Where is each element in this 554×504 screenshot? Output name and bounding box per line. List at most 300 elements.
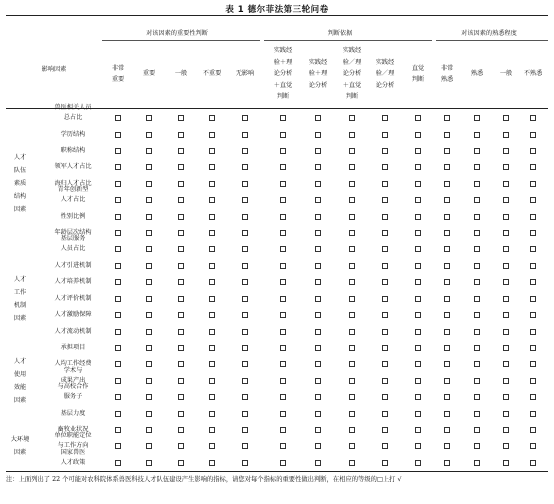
checkbox[interactable]: [280, 197, 286, 203]
checkbox[interactable]: [415, 460, 421, 466]
checkbox[interactable]: [242, 164, 248, 170]
checkbox[interactable]: [178, 230, 184, 236]
checkbox[interactable]: [115, 132, 121, 138]
checkbox[interactable]: [474, 427, 480, 433]
checkbox[interactable]: [415, 214, 421, 220]
checkbox[interactable]: [209, 263, 215, 269]
checkbox[interactable]: [115, 312, 121, 318]
checkbox[interactable]: [530, 148, 536, 154]
checkbox[interactable]: [315, 148, 321, 154]
checkbox[interactable]: [349, 164, 355, 170]
checkbox[interactable]: [209, 279, 215, 285]
checkbox[interactable]: [115, 148, 121, 154]
checkbox[interactable]: [503, 312, 509, 318]
checkbox[interactable]: [530, 329, 536, 335]
checkbox[interactable]: [178, 361, 184, 367]
checkbox[interactable]: [115, 263, 121, 269]
checkbox[interactable]: [242, 312, 248, 318]
checkbox[interactable]: [242, 197, 248, 203]
checkbox[interactable]: [444, 115, 450, 121]
checkbox[interactable]: [146, 460, 152, 466]
checkbox[interactable]: [242, 181, 248, 187]
checkbox[interactable]: [280, 296, 286, 302]
checkbox[interactable]: [444, 361, 450, 367]
checkbox[interactable]: [415, 329, 421, 335]
checkbox[interactable]: [530, 394, 536, 400]
checkbox[interactable]: [146, 378, 152, 384]
checkbox[interactable]: [146, 427, 152, 433]
checkbox[interactable]: [382, 164, 388, 170]
checkbox[interactable]: [530, 246, 536, 252]
checkbox[interactable]: [242, 279, 248, 285]
checkbox[interactable]: [503, 164, 509, 170]
checkbox[interactable]: [474, 329, 480, 335]
checkbox[interactable]: [115, 115, 121, 121]
checkbox[interactable]: [474, 197, 480, 203]
checkbox[interactable]: [315, 246, 321, 252]
checkbox[interactable]: [444, 263, 450, 269]
checkbox[interactable]: [349, 411, 355, 417]
checkbox[interactable]: [474, 263, 480, 269]
checkbox[interactable]: [474, 394, 480, 400]
checkbox[interactable]: [315, 378, 321, 384]
checkbox[interactable]: [209, 312, 215, 318]
checkbox[interactable]: [503, 246, 509, 252]
checkbox[interactable]: [349, 230, 355, 236]
checkbox[interactable]: [209, 132, 215, 138]
checkbox[interactable]: [146, 296, 152, 302]
checkbox[interactable]: [474, 246, 480, 252]
checkbox[interactable]: [280, 279, 286, 285]
checkbox[interactable]: [315, 427, 321, 433]
checkbox[interactable]: [178, 132, 184, 138]
checkbox[interactable]: [503, 197, 509, 203]
checkbox[interactable]: [280, 411, 286, 417]
checkbox[interactable]: [178, 164, 184, 170]
checkbox[interactable]: [349, 132, 355, 138]
checkbox[interactable]: [178, 197, 184, 203]
checkbox[interactable]: [280, 132, 286, 138]
checkbox[interactable]: [315, 230, 321, 236]
checkbox[interactable]: [530, 214, 536, 220]
checkbox[interactable]: [382, 279, 388, 285]
checkbox[interactable]: [349, 312, 355, 318]
checkbox[interactable]: [146, 148, 152, 154]
checkbox[interactable]: [530, 197, 536, 203]
checkbox[interactable]: [178, 460, 184, 466]
checkbox[interactable]: [382, 148, 388, 154]
checkbox[interactable]: [530, 164, 536, 170]
checkbox[interactable]: [503, 378, 509, 384]
checkbox[interactable]: [315, 345, 321, 351]
checkbox[interactable]: [503, 214, 509, 220]
checkbox[interactable]: [530, 411, 536, 417]
checkbox[interactable]: [444, 181, 450, 187]
checkbox[interactable]: [315, 329, 321, 335]
checkbox[interactable]: [530, 345, 536, 351]
checkbox[interactable]: [209, 427, 215, 433]
checkbox[interactable]: [242, 443, 248, 449]
checkbox[interactable]: [209, 296, 215, 302]
checkbox[interactable]: [280, 443, 286, 449]
checkbox[interactable]: [415, 263, 421, 269]
checkbox[interactable]: [382, 427, 388, 433]
checkbox[interactable]: [146, 164, 152, 170]
checkbox[interactable]: [315, 181, 321, 187]
checkbox[interactable]: [530, 181, 536, 187]
checkbox[interactable]: [382, 296, 388, 302]
checkbox[interactable]: [444, 214, 450, 220]
checkbox[interactable]: [382, 411, 388, 417]
checkbox[interactable]: [444, 460, 450, 466]
checkbox[interactable]: [444, 230, 450, 236]
checkbox[interactable]: [474, 230, 480, 236]
checkbox[interactable]: [209, 411, 215, 417]
checkbox[interactable]: [349, 279, 355, 285]
checkbox[interactable]: [444, 378, 450, 384]
checkbox[interactable]: [115, 230, 121, 236]
checkbox[interactable]: [209, 378, 215, 384]
checkbox[interactable]: [242, 214, 248, 220]
checkbox[interactable]: [146, 197, 152, 203]
checkbox[interactable]: [315, 361, 321, 367]
checkbox[interactable]: [444, 394, 450, 400]
checkbox[interactable]: [280, 230, 286, 236]
checkbox[interactable]: [178, 329, 184, 335]
checkbox[interactable]: [503, 460, 509, 466]
checkbox[interactable]: [415, 443, 421, 449]
checkbox[interactable]: [474, 361, 480, 367]
checkbox[interactable]: [503, 345, 509, 351]
checkbox[interactable]: [382, 443, 388, 449]
checkbox[interactable]: [444, 345, 450, 351]
checkbox[interactable]: [474, 214, 480, 220]
checkbox[interactable]: [315, 132, 321, 138]
checkbox[interactable]: [115, 296, 121, 302]
checkbox[interactable]: [115, 394, 121, 400]
checkbox[interactable]: [474, 115, 480, 121]
checkbox[interactable]: [349, 181, 355, 187]
checkbox[interactable]: [444, 132, 450, 138]
checkbox[interactable]: [242, 378, 248, 384]
checkbox[interactable]: [444, 312, 450, 318]
checkbox[interactable]: [382, 197, 388, 203]
checkbox[interactable]: [146, 214, 152, 220]
checkbox[interactable]: [444, 411, 450, 417]
checkbox[interactable]: [209, 460, 215, 466]
checkbox[interactable]: [415, 394, 421, 400]
checkbox[interactable]: [178, 394, 184, 400]
checkbox[interactable]: [349, 345, 355, 351]
checkbox[interactable]: [444, 329, 450, 335]
checkbox[interactable]: [349, 329, 355, 335]
checkbox[interactable]: [242, 230, 248, 236]
checkbox[interactable]: [415, 279, 421, 285]
checkbox[interactable]: [146, 246, 152, 252]
checkbox[interactable]: [382, 345, 388, 351]
checkbox[interactable]: [503, 263, 509, 269]
checkbox[interactable]: [146, 329, 152, 335]
checkbox[interactable]: [349, 361, 355, 367]
checkbox[interactable]: [382, 312, 388, 318]
checkbox[interactable]: [178, 312, 184, 318]
checkbox[interactable]: [242, 296, 248, 302]
checkbox[interactable]: [242, 345, 248, 351]
checkbox[interactable]: [146, 279, 152, 285]
checkbox[interactable]: [178, 148, 184, 154]
checkbox[interactable]: [503, 279, 509, 285]
checkbox[interactable]: [382, 181, 388, 187]
checkbox[interactable]: [503, 427, 509, 433]
checkbox[interactable]: [315, 411, 321, 417]
checkbox[interactable]: [444, 164, 450, 170]
checkbox[interactable]: [315, 394, 321, 400]
checkbox[interactable]: [530, 279, 536, 285]
checkbox[interactable]: [115, 460, 121, 466]
checkbox[interactable]: [415, 246, 421, 252]
checkbox[interactable]: [209, 115, 215, 121]
checkbox[interactable]: [415, 296, 421, 302]
checkbox[interactable]: [382, 329, 388, 335]
checkbox[interactable]: [349, 394, 355, 400]
checkbox[interactable]: [242, 361, 248, 367]
checkbox[interactable]: [146, 394, 152, 400]
checkbox[interactable]: [349, 263, 355, 269]
checkbox[interactable]: [415, 164, 421, 170]
checkbox[interactable]: [242, 246, 248, 252]
checkbox[interactable]: [415, 230, 421, 236]
checkbox[interactable]: [530, 263, 536, 269]
checkbox[interactable]: [382, 263, 388, 269]
checkbox[interactable]: [178, 246, 184, 252]
checkbox[interactable]: [315, 115, 321, 121]
checkbox[interactable]: [209, 394, 215, 400]
checkbox[interactable]: [444, 443, 450, 449]
checkbox[interactable]: [503, 132, 509, 138]
checkbox[interactable]: [209, 246, 215, 252]
checkbox[interactable]: [530, 361, 536, 367]
checkbox[interactable]: [530, 378, 536, 384]
checkbox[interactable]: [444, 427, 450, 433]
checkbox[interactable]: [474, 378, 480, 384]
checkbox[interactable]: [115, 214, 121, 220]
checkbox[interactable]: [209, 230, 215, 236]
checkbox[interactable]: [242, 263, 248, 269]
checkbox[interactable]: [280, 427, 286, 433]
checkbox[interactable]: [209, 197, 215, 203]
checkbox[interactable]: [209, 443, 215, 449]
checkbox[interactable]: [209, 361, 215, 367]
checkbox[interactable]: [415, 361, 421, 367]
checkbox[interactable]: [382, 361, 388, 367]
checkbox[interactable]: [382, 460, 388, 466]
checkbox[interactable]: [115, 378, 121, 384]
checkbox[interactable]: [146, 345, 152, 351]
checkbox[interactable]: [474, 345, 480, 351]
checkbox[interactable]: [503, 394, 509, 400]
checkbox[interactable]: [315, 164, 321, 170]
checkbox[interactable]: [209, 214, 215, 220]
checkbox[interactable]: [503, 329, 509, 335]
checkbox[interactable]: [280, 115, 286, 121]
checkbox[interactable]: [115, 181, 121, 187]
checkbox[interactable]: [178, 296, 184, 302]
checkbox[interactable]: [530, 460, 536, 466]
checkbox[interactable]: [349, 378, 355, 384]
checkbox[interactable]: [280, 181, 286, 187]
checkbox[interactable]: [349, 427, 355, 433]
checkbox[interactable]: [530, 443, 536, 449]
checkbox[interactable]: [209, 345, 215, 351]
checkbox[interactable]: [146, 361, 152, 367]
checkbox[interactable]: [474, 460, 480, 466]
checkbox[interactable]: [474, 312, 480, 318]
checkbox[interactable]: [474, 164, 480, 170]
checkbox[interactable]: [315, 443, 321, 449]
checkbox[interactable]: [242, 132, 248, 138]
checkbox[interactable]: [242, 148, 248, 154]
checkbox[interactable]: [382, 246, 388, 252]
checkbox[interactable]: [530, 132, 536, 138]
checkbox[interactable]: [503, 296, 509, 302]
checkbox[interactable]: [280, 329, 286, 335]
checkbox[interactable]: [349, 214, 355, 220]
checkbox[interactable]: [242, 411, 248, 417]
checkbox[interactable]: [349, 443, 355, 449]
checkbox[interactable]: [146, 132, 152, 138]
checkbox[interactable]: [315, 312, 321, 318]
checkbox[interactable]: [415, 312, 421, 318]
checkbox[interactable]: [178, 181, 184, 187]
checkbox[interactable]: [415, 345, 421, 351]
checkbox[interactable]: [415, 115, 421, 121]
checkbox[interactable]: [315, 214, 321, 220]
checkbox[interactable]: [178, 427, 184, 433]
checkbox[interactable]: [178, 443, 184, 449]
checkbox[interactable]: [146, 230, 152, 236]
checkbox[interactable]: [115, 361, 121, 367]
checkbox[interactable]: [474, 279, 480, 285]
checkbox[interactable]: [242, 460, 248, 466]
checkbox[interactable]: [178, 279, 184, 285]
checkbox[interactable]: [146, 181, 152, 187]
checkbox[interactable]: [315, 296, 321, 302]
checkbox[interactable]: [242, 394, 248, 400]
checkbox[interactable]: [474, 443, 480, 449]
checkbox[interactable]: [349, 115, 355, 121]
checkbox[interactable]: [444, 148, 450, 154]
checkbox[interactable]: [315, 197, 321, 203]
checkbox[interactable]: [444, 296, 450, 302]
checkbox[interactable]: [415, 411, 421, 417]
checkbox[interactable]: [115, 197, 121, 203]
checkbox[interactable]: [415, 181, 421, 187]
checkbox[interactable]: [530, 312, 536, 318]
checkbox[interactable]: [530, 427, 536, 433]
checkbox[interactable]: [503, 443, 509, 449]
checkbox[interactable]: [444, 279, 450, 285]
checkbox[interactable]: [280, 164, 286, 170]
checkbox[interactable]: [503, 411, 509, 417]
checkbox[interactable]: [382, 132, 388, 138]
checkbox[interactable]: [115, 246, 121, 252]
checkbox[interactable]: [503, 181, 509, 187]
checkbox[interactable]: [280, 361, 286, 367]
checkbox[interactable]: [349, 296, 355, 302]
checkbox[interactable]: [315, 279, 321, 285]
checkbox[interactable]: [146, 411, 152, 417]
checkbox[interactable]: [178, 214, 184, 220]
checkbox[interactable]: [115, 345, 121, 351]
checkbox[interactable]: [530, 115, 536, 121]
checkbox[interactable]: [349, 246, 355, 252]
checkbox[interactable]: [349, 460, 355, 466]
checkbox[interactable]: [178, 378, 184, 384]
checkbox[interactable]: [146, 312, 152, 318]
checkbox[interactable]: [444, 197, 450, 203]
checkbox[interactable]: [209, 164, 215, 170]
checkbox[interactable]: [280, 246, 286, 252]
checkbox[interactable]: [415, 132, 421, 138]
checkbox[interactable]: [315, 263, 321, 269]
checkbox[interactable]: [503, 115, 509, 121]
checkbox[interactable]: [115, 411, 121, 417]
checkbox[interactable]: [415, 148, 421, 154]
checkbox[interactable]: [530, 296, 536, 302]
checkbox[interactable]: [280, 394, 286, 400]
checkbox[interactable]: [349, 148, 355, 154]
checkbox[interactable]: [115, 279, 121, 285]
checkbox[interactable]: [209, 329, 215, 335]
checkbox[interactable]: [280, 345, 286, 351]
checkbox[interactable]: [415, 197, 421, 203]
checkbox[interactable]: [115, 443, 121, 449]
checkbox[interactable]: [474, 411, 480, 417]
checkbox[interactable]: [444, 246, 450, 252]
checkbox[interactable]: [315, 460, 321, 466]
checkbox[interactable]: [280, 378, 286, 384]
checkbox[interactable]: [178, 115, 184, 121]
checkbox[interactable]: [178, 411, 184, 417]
checkbox[interactable]: [280, 214, 286, 220]
checkbox[interactable]: [178, 263, 184, 269]
checkbox[interactable]: [503, 361, 509, 367]
checkbox[interactable]: [474, 148, 480, 154]
checkbox[interactable]: [115, 427, 121, 433]
checkbox[interactable]: [382, 378, 388, 384]
checkbox[interactable]: [474, 296, 480, 302]
checkbox[interactable]: [146, 263, 152, 269]
checkbox[interactable]: [474, 181, 480, 187]
checkbox[interactable]: [280, 148, 286, 154]
checkbox[interactable]: [503, 230, 509, 236]
checkbox[interactable]: [503, 148, 509, 154]
checkbox[interactable]: [146, 443, 152, 449]
checkbox[interactable]: [382, 394, 388, 400]
checkbox[interactable]: [415, 378, 421, 384]
checkbox[interactable]: [280, 263, 286, 269]
checkbox[interactable]: [349, 197, 355, 203]
checkbox[interactable]: [474, 132, 480, 138]
checkbox[interactable]: [530, 230, 536, 236]
checkbox[interactable]: [178, 345, 184, 351]
checkbox[interactable]: [209, 148, 215, 154]
checkbox[interactable]: [209, 181, 215, 187]
checkbox[interactable]: [242, 115, 248, 121]
checkbox[interactable]: [280, 312, 286, 318]
checkbox[interactable]: [382, 115, 388, 121]
checkbox[interactable]: [242, 427, 248, 433]
